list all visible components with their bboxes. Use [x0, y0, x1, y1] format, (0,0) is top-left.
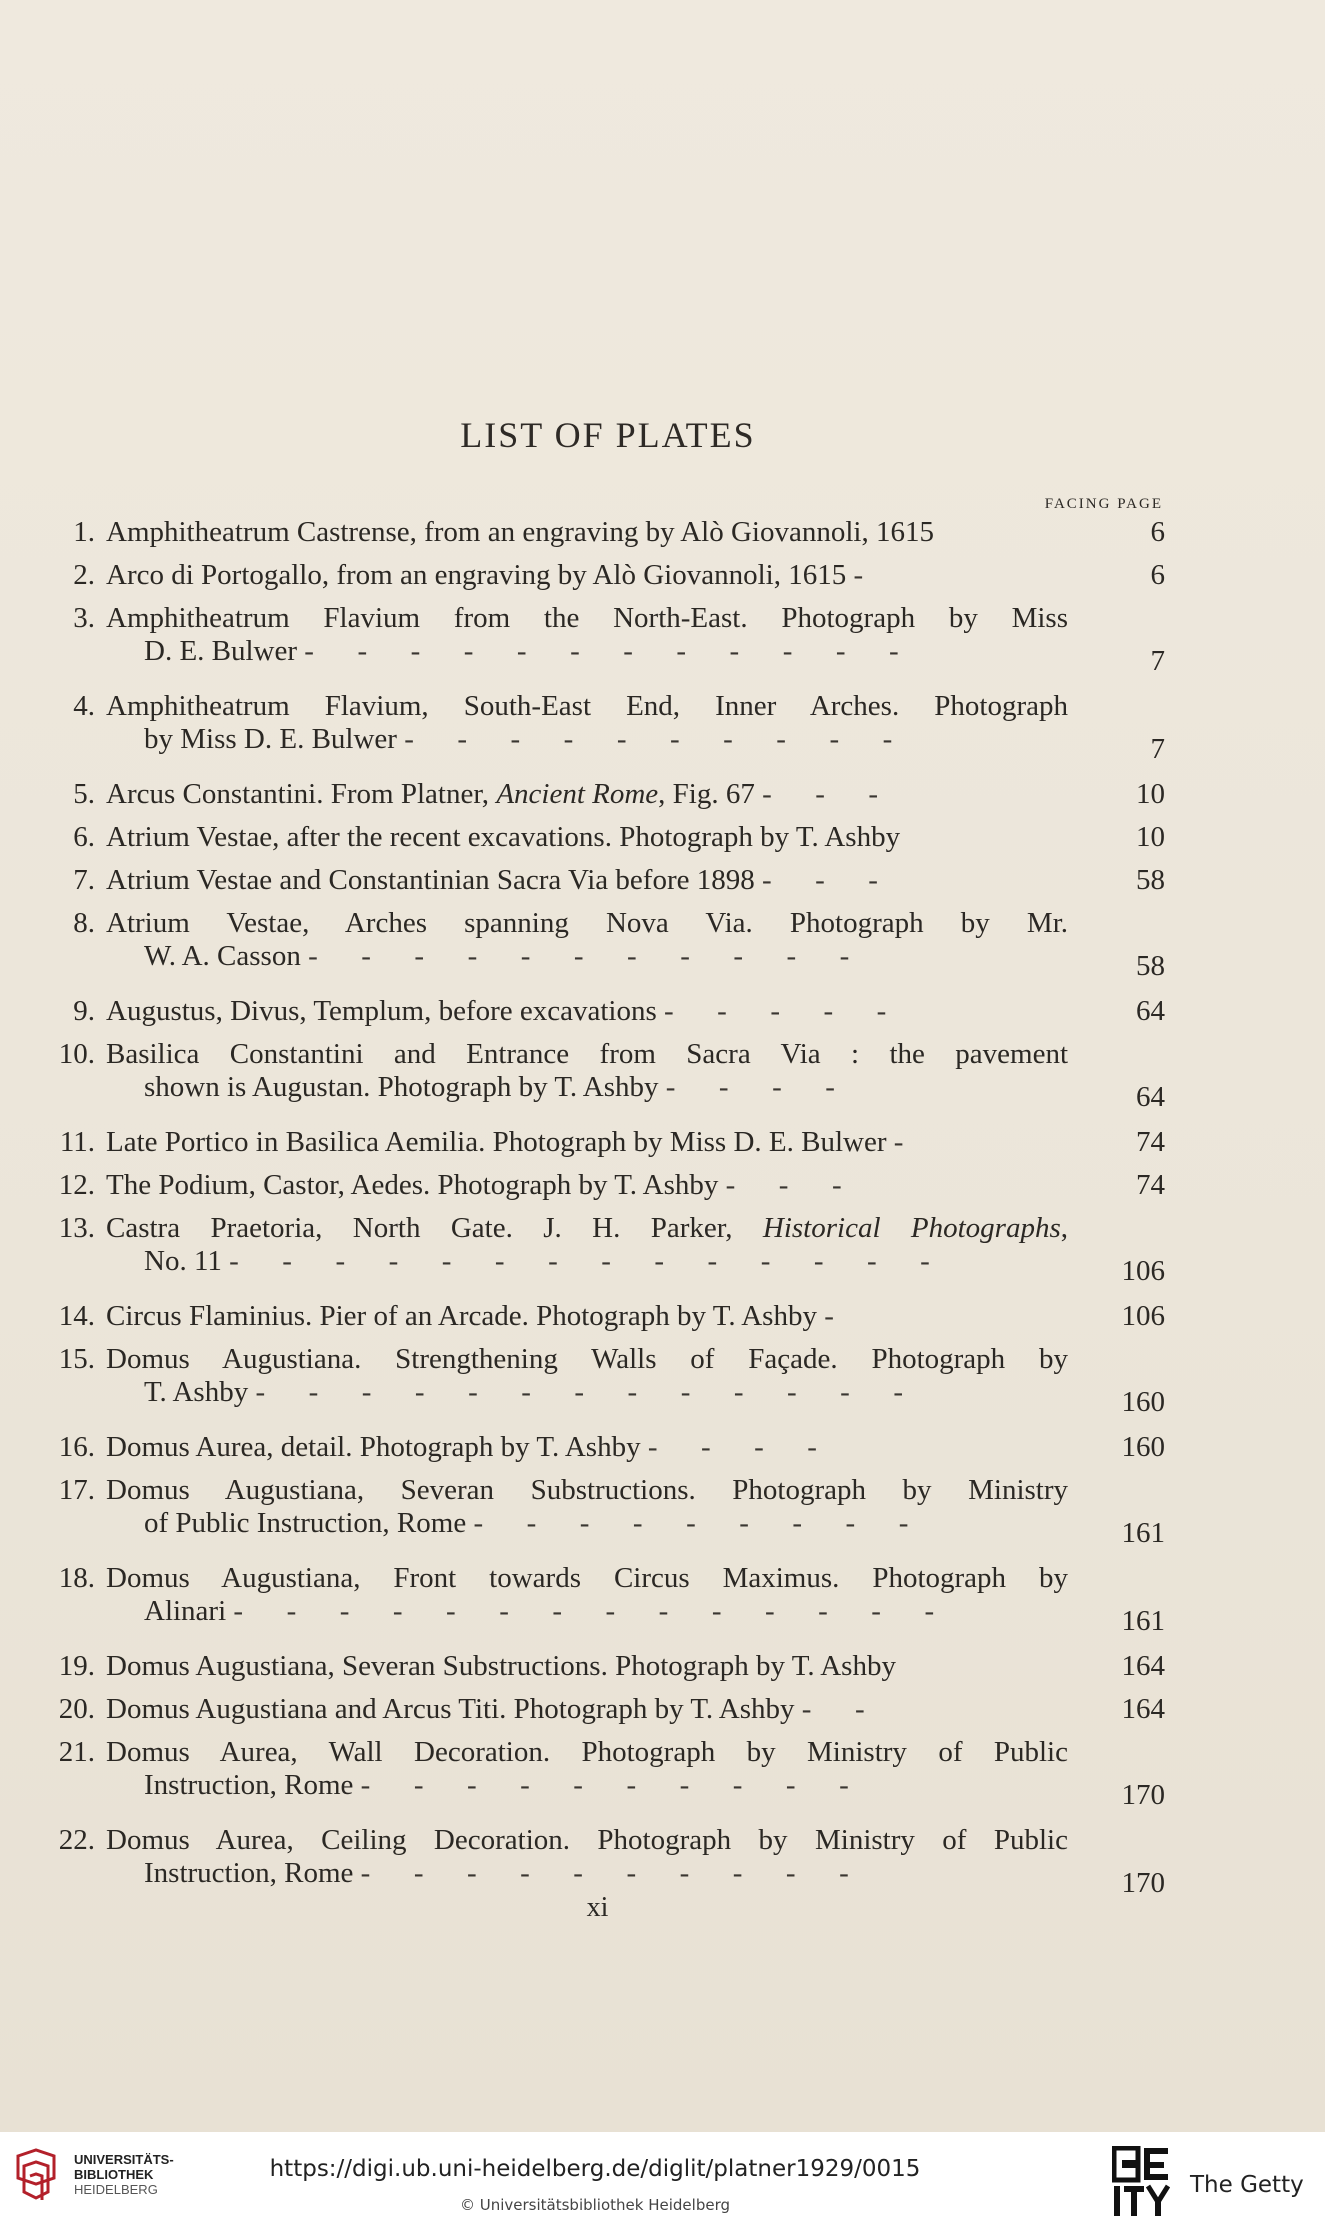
plate-caption-text: Domus Augustiana, Front towards Circus Maximus. Photograph by: [106, 1562, 1068, 1594]
plate-caption-text: Domus Aurea, Ceiling Decoration. Photograph by Ministry of Public: [106, 1824, 1068, 1856]
plate-number: 4.: [73, 690, 95, 722]
plate-caption-line: [106, 1650, 1068, 1683]
plate-caption-text: by Miss D. E. Bulwer: [144, 723, 397, 755]
plate-caption-text: Late Portico in Basilica Aemilia. Photograph by Miss D. E. Bulwer: [106, 1126, 887, 1158]
page-folio: xi: [586, 1892, 609, 1923]
plate-caption-text: Instruction, Rome: [144, 1857, 354, 1889]
plate-caption-line: [106, 1343, 1068, 1376]
plate-number: 7.: [73, 864, 95, 896]
plate-facing-page-number: 164: [1121, 1650, 1165, 1682]
plate-caption-text: Amphitheatrum Castrense, from an engraving by Alò Giovannoli, 1615: [106, 516, 934, 548]
dot-leader: - - - - - - - - - - - - - -: [226, 1595, 935, 1627]
plate-number: 5.: [73, 778, 95, 810]
plate-facing-page-number: 58: [1136, 864, 1165, 896]
plate-facing-page-number: 10: [1136, 778, 1165, 810]
plate-caption-line: [106, 1300, 1068, 1333]
plate-caption-text: Arco di Portogallo, from an engraving by Alò Giovannoli, 1615: [106, 559, 847, 591]
plate-facing-page-number: 164: [1121, 1693, 1165, 1725]
plate-facing-page-number: 7: [1150, 733, 1165, 765]
getty-logo-icon: [1112, 2146, 1170, 2218]
plate-caption-text: Atrium Vestae, Arches spanning Nova Via. Photograph by Mr.: [106, 907, 1068, 939]
plate-caption-line: [144, 635, 1068, 668]
copyright-notice: © Universitätsbibliothek Heidelberg: [459, 2196, 730, 2214]
plate-caption-text: Domus Augustiana, Severan Substructions. Photograph by Ministry: [106, 1474, 1068, 1506]
plate-caption-line: [106, 1693, 1068, 1726]
plate-caption-line: [106, 1126, 1068, 1159]
plate-caption-line: [106, 1736, 1068, 1769]
dot-leader: - - - - - - - - -: [466, 1507, 909, 1539]
plate-number: 15.: [58, 1343, 95, 1375]
dot-leader: -: [886, 1126, 904, 1158]
dot-leader: - - - - -: [656, 995, 887, 1027]
plate-caption-text: Arcus Constantini. From Platner, Ancient Rome, Fig. 67: [106, 778, 755, 810]
plate-caption-text: Domus Augustiana and Arcus Titi. Photograph by T. Ashby: [106, 1693, 795, 1725]
dot-leader: - - -: [754, 778, 879, 810]
plate-caption-text: Amphitheatrum Flavium, South-East End, Inner Arches. Photograph: [106, 690, 1068, 722]
plate-caption-text: D. E. Bulwer: [144, 635, 298, 667]
plate-caption-line: [106, 1212, 1068, 1245]
plate-facing-page-number: 160: [1121, 1386, 1165, 1418]
plate-caption-text: of Public Instruction, Rome: [144, 1507, 467, 1539]
plate-facing-page-number: 6: [1150, 559, 1165, 591]
plate-caption-text: No. 11: [144, 1245, 222, 1277]
plate-caption-line: [144, 1245, 1068, 1278]
dot-leader: -: [846, 559, 864, 591]
plate-caption-line: [144, 940, 1068, 973]
plate-caption-text: The Podium, Castor, Aedes. Photograph by T. Ashby: [106, 1169, 719, 1201]
plate-number: 11.: [59, 1126, 95, 1158]
plate-caption-text: W. A. Casson: [144, 940, 301, 972]
plate-caption-line: [106, 995, 1068, 1028]
plate-caption-line: [144, 1595, 1068, 1628]
plate-facing-page-number: 64: [1136, 1081, 1165, 1113]
plate-facing-page-number: 170: [1121, 1867, 1165, 1899]
plate-caption-line: [144, 1857, 1068, 1890]
plate-caption-line: [106, 559, 1068, 592]
plate-caption-line: [144, 1507, 1068, 1540]
plate-number: 13.: [58, 1212, 95, 1244]
plate-number: 6.: [73, 821, 95, 853]
plate-caption-text: shown is Augustan. Photograph by T. Ashby: [144, 1071, 659, 1103]
plate-caption-line: [106, 1431, 1068, 1464]
plate-number: 19.: [58, 1650, 95, 1682]
plate-facing-page-number: 58: [1136, 950, 1165, 982]
dot-leader: - - - -: [640, 1431, 817, 1463]
plate-caption-line: [106, 1169, 1068, 1202]
dot-leader: - - - - - - - - - - -: [300, 940, 850, 972]
plate-caption-line: [106, 690, 1068, 723]
plate-number: 3.: [73, 602, 95, 634]
dot-leader: - - - - - - - - - -: [353, 1769, 849, 1801]
plate-number: 22.: [58, 1824, 95, 1856]
plate-caption-text: Instruction, Rome: [144, 1769, 354, 1801]
plate-caption-text: Amphitheatrum Flavium from the North-East. Photograph by Miss: [106, 602, 1068, 634]
plate-caption-line: [144, 723, 1068, 756]
plate-caption-line: [106, 907, 1068, 940]
dot-leader: - - - - - - - - - -: [396, 723, 893, 755]
plate-facing-page-number: 6: [1150, 516, 1165, 548]
dot-leader: - - - - - - - - - - - -: [297, 635, 899, 667]
plate-facing-page-number: 7: [1150, 645, 1165, 677]
plate-caption-text: Domus Augustiana. Strengthening Walls of Façade. Photograph by: [106, 1343, 1068, 1375]
plate-caption-text: T. Ashby: [144, 1376, 249, 1408]
plate-number: 18.: [58, 1562, 95, 1594]
getty-name: The Getty: [1190, 2172, 1304, 2198]
plate-caption-text: Circus Flaminius. Pier of an Arcade. Photograph by T. Ashby: [106, 1300, 817, 1332]
plate-facing-page-number: 161: [1121, 1605, 1165, 1637]
plate-number: 14.: [58, 1300, 95, 1332]
plate-caption-text: Domus Aurea, Wall Decoration. Photograph by Ministry of Public: [106, 1736, 1068, 1768]
plate-caption-line: [106, 821, 1068, 854]
dot-leader: - - - -: [658, 1071, 835, 1103]
plate-facing-page-number: 106: [1121, 1255, 1165, 1287]
plate-number: 8.: [73, 907, 95, 939]
plate-caption-text: Domus Augustiana, Severan Substructions. Photograph by T. Ashby: [106, 1650, 896, 1682]
dot-leader: - - - - - - - - - - - - - -: [221, 1245, 930, 1277]
plate-caption-line: [106, 516, 1068, 549]
plate-caption-line: [106, 602, 1068, 635]
plate-facing-page-number: 74: [1136, 1126, 1165, 1158]
plate-caption-line: [144, 1071, 1068, 1104]
plate-caption-line: [106, 1824, 1068, 1857]
plate-caption-text: Basilica Constantini and Entrance from Sacra Via : the pavement: [106, 1038, 1068, 1070]
plate-caption-line: [106, 1474, 1068, 1507]
plate-number: 1.: [73, 516, 95, 548]
footer-bar: [0, 2132, 1325, 2236]
dot-leader: - - -: [754, 864, 878, 896]
plate-number: 12.: [58, 1169, 95, 1201]
source-url-link[interactable]: https://digi.ub.uni-heidelberg.de/diglit/platner1929/0015: [269, 2156, 921, 2182]
plate-number: 9.: [73, 995, 95, 1027]
plate-caption-line: [106, 1562, 1068, 1595]
plate-caption-text: Atrium Vestae, after the recent excavations. Photograph by T. Ashby: [106, 821, 901, 853]
plate-caption-line: [144, 1769, 1068, 1802]
plate-facing-page-number: 74: [1136, 1169, 1165, 1201]
plate-facing-page-number: 160: [1121, 1431, 1165, 1463]
plate-caption-text: Atrium Vestae and Constantinian Sacra Via before 1898: [106, 864, 755, 896]
dot-leader: -: [816, 1300, 834, 1332]
library-name: UNIVERSITÄTS- BIBLIOTHEK HEIDELBERG: [74, 2152, 174, 2197]
plate-caption-text: Augustus, Divus, Templum, before excavations: [106, 995, 657, 1027]
plate-number: 2.: [73, 559, 95, 591]
plate-facing-page-number: 64: [1136, 995, 1165, 1027]
dot-leader: - - - - - - - - - -: [353, 1857, 849, 1889]
page-title: LIST OF PLATES: [460, 415, 756, 455]
plate-caption-line: [106, 1038, 1068, 1071]
plate-caption-line: [106, 778, 1068, 811]
plate-caption-text: Domus Aurea, detail. Photograph by T. Ashby: [106, 1431, 641, 1463]
plate-number: 16.: [58, 1431, 95, 1463]
plate-facing-page-number: 10: [1136, 821, 1165, 853]
dot-leader: - - -: [718, 1169, 842, 1201]
plate-number: 20.: [58, 1693, 95, 1725]
plate-facing-page-number: 170: [1121, 1779, 1165, 1811]
plate-caption-line: [144, 1376, 1068, 1409]
plate-number: 17.: [58, 1474, 95, 1506]
plate-number: 10.: [58, 1038, 95, 1070]
plate-facing-page-number: 106: [1121, 1300, 1165, 1332]
plate-caption-line: [106, 864, 1068, 897]
dot-leader: - -: [794, 1693, 865, 1725]
plate-number: 21.: [58, 1736, 95, 1768]
plate-facing-page-number: 161: [1121, 1517, 1165, 1549]
facing-page-header: FACING PAGE: [1044, 496, 1163, 512]
plate-caption-text: Castra Praetoria, North Gate. J. H. Parker, Historical Photographs,: [106, 1212, 1068, 1244]
dot-leader: - - - - - - - - - - - - -: [248, 1376, 903, 1408]
plate-caption-text: Alinari: [144, 1595, 227, 1627]
